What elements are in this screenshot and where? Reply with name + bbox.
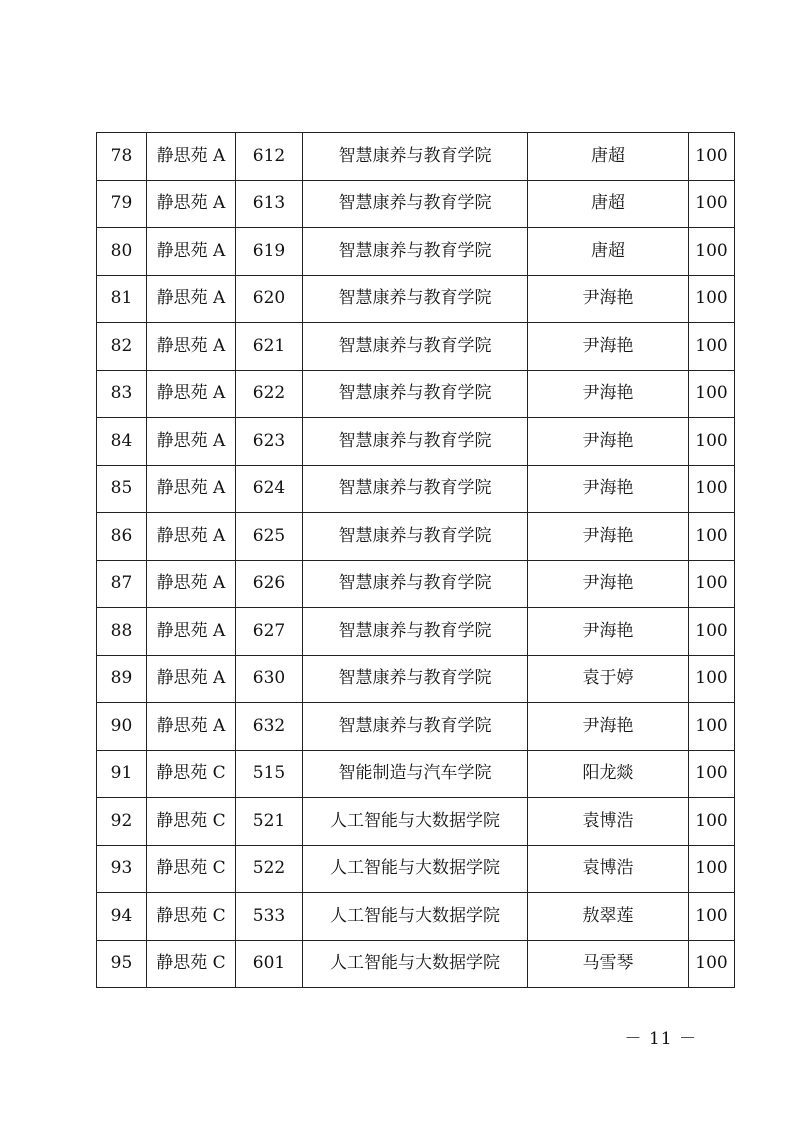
manager-cell: 尹海艳 <box>528 418 689 466</box>
room-number-cell: 533 <box>236 893 303 941</box>
room-number-cell: 632 <box>236 703 303 751</box>
row-number-cell: 78 <box>97 133 147 181</box>
table-row <box>97 370 735 418</box>
building-cell: 静思苑 A <box>147 655 236 703</box>
building-cell: 静思苑 C <box>147 798 236 846</box>
score-cell: 100 <box>689 750 735 798</box>
score-cell: 100 <box>689 655 735 703</box>
row-number-cell: 87 <box>97 560 147 608</box>
manager-cell: 尹海艳 <box>528 560 689 608</box>
score-cell: 100 <box>689 560 735 608</box>
building-cell: 静思苑 A <box>147 465 236 513</box>
row-number-cell: 94 <box>97 893 147 941</box>
room-number-cell: 624 <box>236 465 303 513</box>
building-cell: 静思苑 A <box>147 228 236 276</box>
room-number-cell: 627 <box>236 608 303 656</box>
room-number-cell: 620 <box>236 275 303 323</box>
row-number-cell: 95 <box>97 940 147 988</box>
score-cell: 100 <box>689 275 735 323</box>
building-cell: 静思苑 A <box>147 608 236 656</box>
score-cell: 100 <box>689 465 735 513</box>
manager-cell: 尹海艳 <box>528 513 689 561</box>
table-row <box>97 845 735 893</box>
table-row <box>97 893 735 941</box>
manager-cell: 尹海艳 <box>528 323 689 371</box>
table-row <box>97 275 735 323</box>
college-cell: 人工智能与大数据学院 <box>303 845 528 893</box>
score-cell: 100 <box>689 418 735 466</box>
table-body <box>97 133 735 988</box>
row-number-cell: 91 <box>97 750 147 798</box>
room-number-cell: 515 <box>236 750 303 798</box>
manager-cell: 唐超 <box>528 180 689 228</box>
score-cell: 100 <box>689 608 735 656</box>
room-number-cell: 522 <box>236 845 303 893</box>
college-cell: 智慧康养与教育学院 <box>303 228 528 276</box>
room-number-cell: 621 <box>236 323 303 371</box>
table-row <box>97 608 735 656</box>
table-row <box>97 133 735 181</box>
row-number-cell: 93 <box>97 845 147 893</box>
row-number-cell: 81 <box>97 275 147 323</box>
score-cell: 100 <box>689 513 735 561</box>
room-number-cell: 613 <box>236 180 303 228</box>
college-cell: 人工智能与大数据学院 <box>303 798 528 846</box>
college-cell: 人工智能与大数据学院 <box>303 940 528 988</box>
building-cell: 静思苑 A <box>147 560 236 608</box>
manager-cell: 尹海艳 <box>528 608 689 656</box>
room-number-cell: 626 <box>236 560 303 608</box>
score-cell: 100 <box>689 323 735 371</box>
score-cell: 100 <box>689 370 735 418</box>
table-row <box>97 465 735 513</box>
manager-cell: 敖翠莲 <box>528 893 689 941</box>
row-number-cell: 88 <box>97 608 147 656</box>
college-cell: 智慧康养与教育学院 <box>303 703 528 751</box>
score-cell: 100 <box>689 133 735 181</box>
building-cell: 静思苑 A <box>147 275 236 323</box>
row-number-cell: 92 <box>97 798 147 846</box>
room-number-cell: 630 <box>236 655 303 703</box>
table-row <box>97 655 735 703</box>
row-number-cell: 90 <box>97 703 147 751</box>
room-number-cell: 623 <box>236 418 303 466</box>
manager-cell: 尹海艳 <box>528 465 689 513</box>
building-cell: 静思苑 C <box>147 845 236 893</box>
table-row <box>97 418 735 466</box>
room-number-cell: 625 <box>236 513 303 561</box>
row-number-cell: 83 <box>97 370 147 418</box>
table-row <box>97 750 735 798</box>
room-number-cell: 521 <box>236 798 303 846</box>
room-number-cell: 619 <box>236 228 303 276</box>
manager-cell: 尹海艳 <box>528 370 689 418</box>
table-row <box>97 940 735 988</box>
building-cell: 静思苑 A <box>147 418 236 466</box>
building-cell: 静思苑 A <box>147 370 236 418</box>
score-cell: 100 <box>689 798 735 846</box>
building-cell: 静思苑 A <box>147 323 236 371</box>
college-cell: 智慧康养与教育学院 <box>303 513 528 561</box>
room-number-cell: 601 <box>236 940 303 988</box>
building-cell: 静思苑 A <box>147 180 236 228</box>
page-number: － 11 － <box>624 1029 697 1049</box>
table-row <box>97 798 735 846</box>
building-cell: 静思苑 A <box>147 133 236 181</box>
college-cell: 智能制造与汽车学院 <box>303 750 528 798</box>
table-row <box>97 703 735 751</box>
building-cell: 静思苑 C <box>147 893 236 941</box>
college-cell: 智慧康养与教育学院 <box>303 323 528 371</box>
score-cell: 100 <box>689 228 735 276</box>
building-cell: 静思苑 C <box>147 750 236 798</box>
row-number-cell: 85 <box>97 465 147 513</box>
college-cell: 智慧康养与教育学院 <box>303 133 528 181</box>
score-cell: 100 <box>689 845 735 893</box>
table-row <box>97 180 735 228</box>
score-cell: 100 <box>689 893 735 941</box>
table-row <box>97 560 735 608</box>
score-cell: 100 <box>689 180 735 228</box>
manager-cell: 袁博浩 <box>528 845 689 893</box>
manager-cell: 尹海艳 <box>528 703 689 751</box>
row-number-cell: 80 <box>97 228 147 276</box>
college-cell: 智慧康养与教育学院 <box>303 608 528 656</box>
college-cell: 智慧康养与教育学院 <box>303 370 528 418</box>
manager-cell: 阳龙燚 <box>528 750 689 798</box>
manager-cell: 唐超 <box>528 133 689 181</box>
score-cell: 100 <box>689 703 735 751</box>
college-cell: 智慧康养与教育学院 <box>303 655 528 703</box>
college-cell: 人工智能与大数据学院 <box>303 893 528 941</box>
dormitory-score-table <box>96 132 735 988</box>
table-row <box>97 323 735 371</box>
college-cell: 智慧康养与教育学院 <box>303 275 528 323</box>
college-cell: 智慧康养与教育学院 <box>303 465 528 513</box>
college-cell: 智慧康养与教育学院 <box>303 560 528 608</box>
college-cell: 智慧康养与教育学院 <box>303 418 528 466</box>
table-row <box>97 513 735 561</box>
room-number-cell: 612 <box>236 133 303 181</box>
score-cell: 100 <box>689 940 735 988</box>
manager-cell: 袁于婷 <box>528 655 689 703</box>
manager-cell: 马雪琴 <box>528 940 689 988</box>
manager-cell: 袁博浩 <box>528 798 689 846</box>
row-number-cell: 89 <box>97 655 147 703</box>
building-cell: 静思苑 C <box>147 940 236 988</box>
room-number-cell: 622 <box>236 370 303 418</box>
row-number-cell: 82 <box>97 323 147 371</box>
table-row <box>97 228 735 276</box>
row-number-cell: 86 <box>97 513 147 561</box>
building-cell: 静思苑 A <box>147 703 236 751</box>
row-number-cell: 84 <box>97 418 147 466</box>
college-cell: 智慧康养与教育学院 <box>303 180 528 228</box>
row-number-cell: 79 <box>97 180 147 228</box>
building-cell: 静思苑 A <box>147 513 236 561</box>
manager-cell: 尹海艳 <box>528 275 689 323</box>
manager-cell: 唐超 <box>528 228 689 276</box>
